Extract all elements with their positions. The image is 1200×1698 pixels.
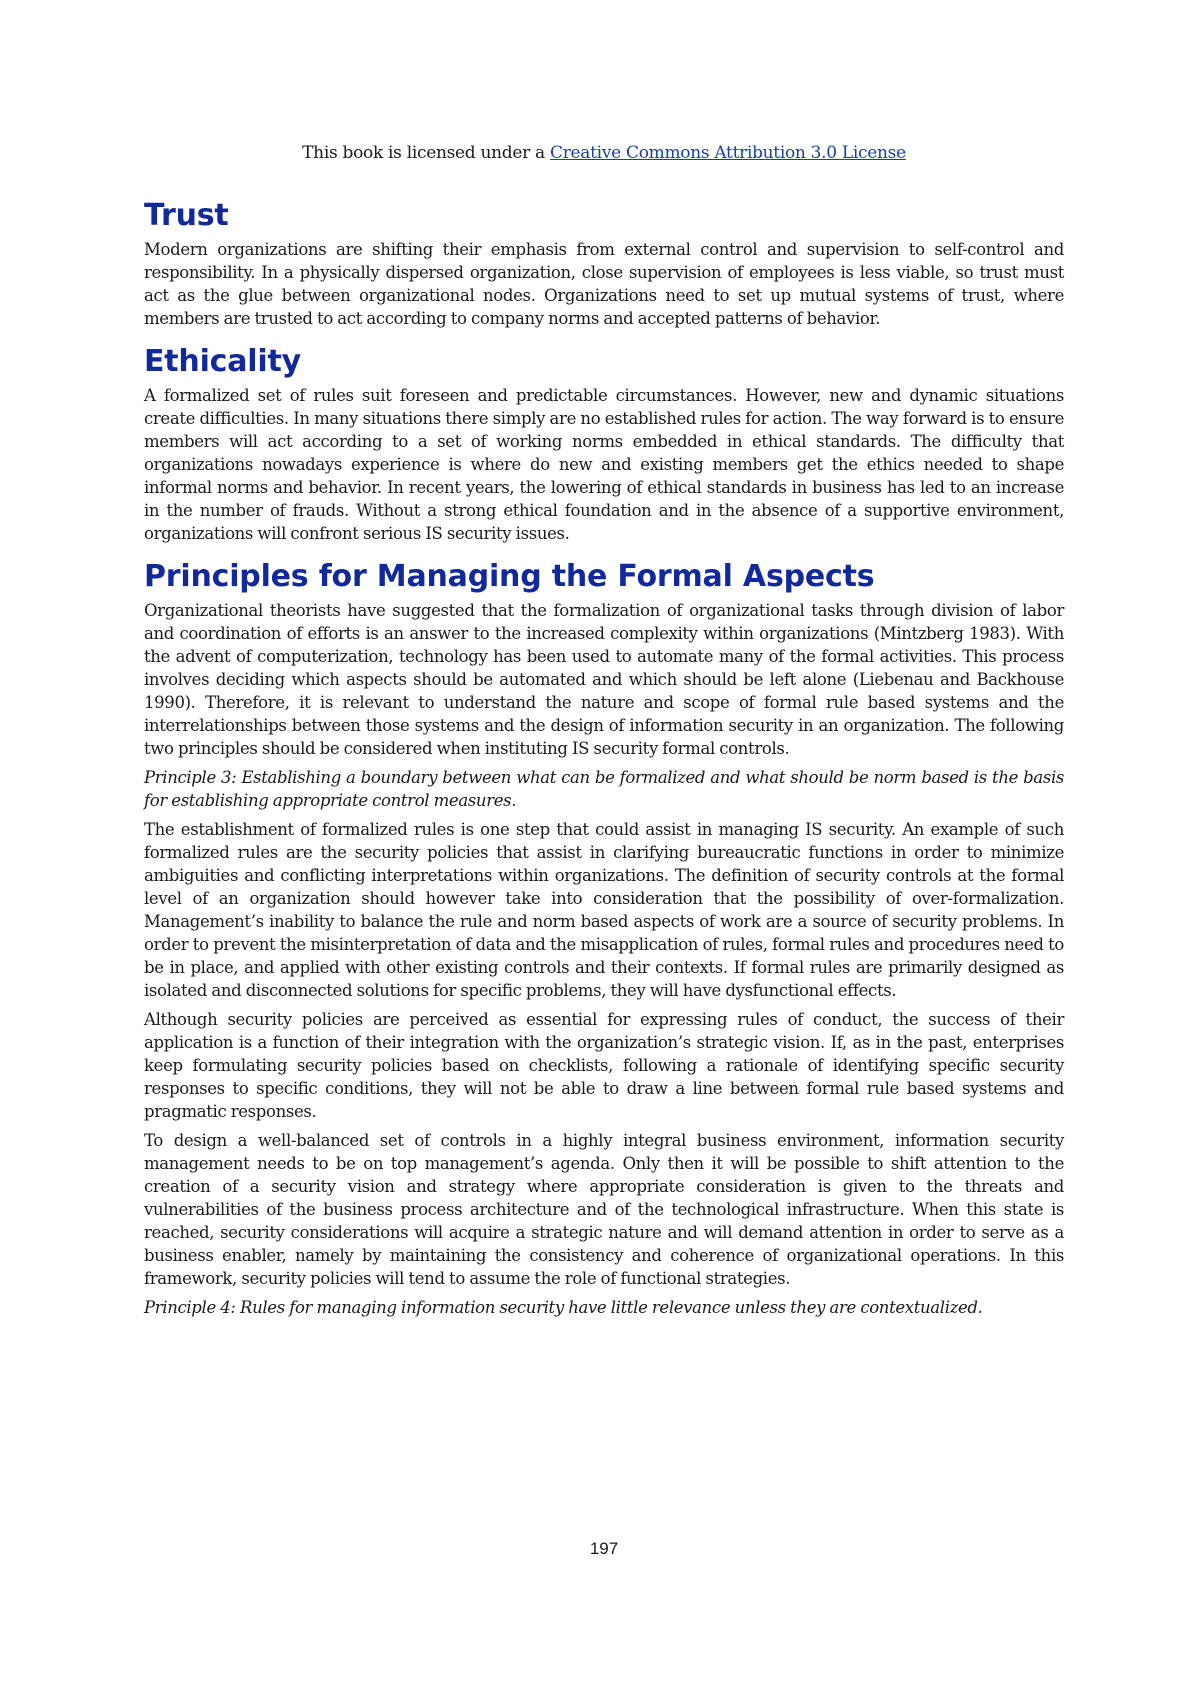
section-principles (144, 559, 1064, 1319)
heading-trust: Trust (144, 198, 229, 233)
license-notice (144, 142, 1064, 164)
page-number: 197 (589, 1539, 619, 1558)
heading-principles: Principles for Managing the Formal Aspects (144, 559, 875, 594)
principle-4: Principle 4: Rules for managing information security have little relevance unless they are contextualized. (144, 1298, 983, 1317)
principles-paragraph-4: To design a well-balanced set of controls in a highly integral business environment, information security management needs to be on top management’s agenda. Only then it will be possible to shift attention to the creation of a security vision and strategy where appropriate consideration is given to the threats and vulnerabilities of the business process architecture and of the technological infrastructure. When this state is reached, security considerations will acquire a strategic nature and will demand attention in order to serve as a business enabler, namely by maintaining the consistency and coherence of organizational operations. In this framework, security policies will tend to assume the role of functional strategies. (144, 1131, 1064, 1288)
ethicality-paragraph: A formalized set of rules suit foreseen and predictable circumstances. However, new and dynamic situations create difficulties. In many situations there simply are no established rules for action. The way forward is to ensure members will act according to a set of working norms embedded in ethical standards. The difficulty that organizations nowadays experience is where do new and existing members get the ethics needed to shape informal norms and behavior. In recent years, the lowering of ethical standards in business has led to an increase in the number of frauds. Without a strong ethical foundation and in the absence of a supportive environment, organizations will confront serious IS security issues. (144, 386, 1064, 543)
section-trust (144, 198, 1064, 330)
principles-paragraph-3: Although security policies are perceived as essential for expressing rules of conduct, the success of their application is a function of their integration with the organization’s strategic vision. If, as in the past, enterprises keep formulating security policies based on checklists, following a rationale of identifying specific security responses to specific conditions, they will not be able to draw a line between formal rule based systems and pragmatic responses. (144, 1010, 1064, 1121)
principles-paragraph-2: The establishment of formalized rules is one step that could assist in managing IS security. An example of such formalized rules are the security policies that assist in clarifying bureaucratic functions in order to minimize ambiguities and conflicting interpretations within organizations. The definition of security controls at the formal level of an organization should however take into consideration that the possibility of over-formalization. Management’s inability to balance the rule and norm based aspects of work are a source of security problems. In order to prevent the misinterpretation of data and the misapplication of rules, formal rules and procedures need to be in place, and applied with other existing controls and their contexts. If formal rules are primarily designed as isolated and disconnected solutions for specific problems, they will have dysfunctional effects. (144, 820, 1064, 1000)
license-link[interactable]: Creative Commons Attribution 3.0 License (550, 143, 906, 163)
principles-paragraph-1: Organizational theorists have suggested that the formalization of organizational tasks through division of labor and coordination of efforts is an answer to the increased complexity within organizations (Mintzberg 1983). With the advent of computerization, technology has been used to automate many of the formal activities. This process involves deciding which aspects should be automated and which should be left alone (Liebenau and Backhouse 1990). Therefore, it is relevant to understand the nature and scope of formal rule based systems and the interrelationships between those systems and the design of information security in an organization. The following two principles should be considered when instituting IS security formal controls. (144, 601, 1064, 758)
document-page (144, 0, 1064, 1698)
trust-paragraph: Modern organizations are shifting their emphasis from external control and supervision to self-control and responsibility. In a physically dispersed organization, close supervision of employees is less viable, so trust must act as the glue between organizational nodes. Organizations need to set up mutual systems of trust, where members are trusted to act according to company norms and accepted patterns of behavior. (144, 240, 1064, 328)
license-prefix: This book is licensed under a (302, 143, 551, 163)
principle-3: Principle 3: Establishing a boundary between what can be formalized and what should be norm based is the basis for establishing appropriate control measures. (144, 768, 1064, 810)
section-ethicality (144, 344, 1064, 545)
main-content (144, 198, 1064, 1325)
heading-ethicality: Ethicality (144, 344, 301, 379)
